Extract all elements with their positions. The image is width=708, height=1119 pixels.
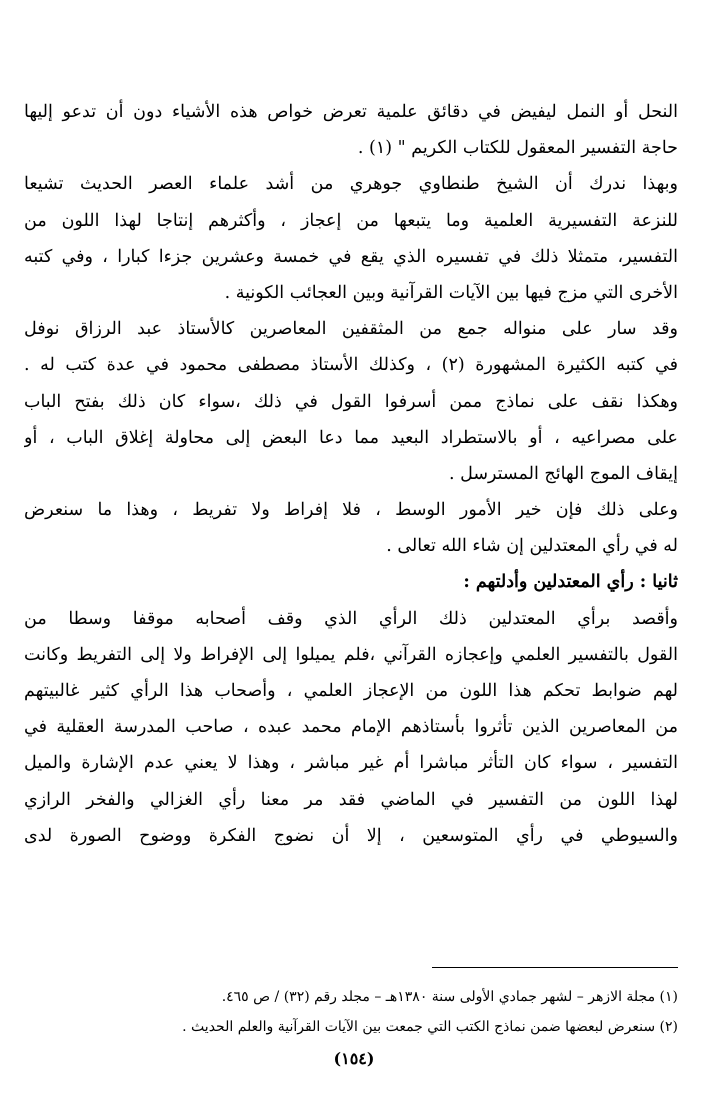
text-line: لهم ضوابط تحكم هذا اللون من الإعجاز العلمي ، وأصحاب هذا الرأي كثير غالبيتهم <box>24 681 678 701</box>
text-line: لهذا اللون من التفسير في الماضي فقد مر معنا رأي الغزالي والفخر الرازي <box>24 789 678 810</box>
text-line: حاجة التفسير المعقول للكتاب الكريم " (١) . <box>357 138 678 159</box>
text-line: وعلى ذلك فإن خير الأمور الوسط ، فلا إفراط ولا تفريط ، وهذا ما سنعرض <box>24 500 678 521</box>
text-line: والسيوطي في رأي المتوسعين ، إلا أن نضوج الفكرة ووضوح الصورة لدى <box>24 825 678 846</box>
footnotes <box>24 982 678 1042</box>
text-line: من المعاصرين الذين تأثروا بأستاذهم الإمام محمد عبده ، صاحب المدرسة العقلية في <box>24 717 678 738</box>
text-line: القول بالتفسير العلمي وإعجازه القرآني ،فلم يميلوا إلى الإفراط ولا إلى التفريط وكانت <box>24 644 678 665</box>
text-line: التفسير، متمثلا ذلك في تفسيره الذي يقع في خمسة وعشرين جزءا كبارا ، وفي كتبه <box>24 246 678 267</box>
section-heading: ثانيا : رأي المعتدلين وأدلتهم : <box>463 572 678 593</box>
text-line: له في رأي المعتدلين إن شاء الله تعالى . <box>386 536 678 557</box>
page-number: (١٥٤) <box>333 1049 375 1068</box>
text-line: للنزعة التفسيرية العلمية وما يتبعها من إعجاز ، وأكثرهم إنتاجا لهذا اللون من <box>24 210 678 231</box>
text-line: التفسير ، سواء كان التأثر مباشرا أم غير مباشر ، وهذا لا يعني عدم الإشارة والميل <box>24 753 678 774</box>
text-line: الأخرى التي مزج فيها بين الآيات القرآنية وبين العجائب الكونية . <box>224 282 678 303</box>
text-line: وهكذا نقف على نماذج ممن أسرفوا القول في ذلك ،سواء كان ذلك بفتح الباب <box>24 391 678 412</box>
text-line: وبهذا ندرك أن الشيخ طنطاوي جوهري من أشد علماء العصر الحديث تشيعا <box>24 174 678 195</box>
footnote: (٢) سنعرض لبعضها ضمن نماذج الكتب التي جمعت بين الآيات القرآنية والعلم الحديث . <box>182 1019 678 1035</box>
text-line: النحل أو النمل ليفيض في دقائق علمية تعرض خواص هذه الأشياء دون أن تدعو إليها <box>24 102 678 122</box>
text-line: وقد سار على منواله جمع من المثقفين المعاصرين كالأستاذ عبد الرزاق نوفل <box>24 319 678 340</box>
footnote: (١) مجلة الازهر – لشهر جمادي الأولى سنة ١٣٨٠هـ – مجلد رقم (٣٢) / ص ٤٦٥. <box>221 989 678 1005</box>
text-line: إيقاف الموج الهائج المسترسل . <box>448 463 678 484</box>
text-line: على مصراعيه ، أو بالاستطراد البعيد مما دعا البعض إلى محاولة إغلاق الباب ، أو <box>24 427 678 448</box>
main-text <box>24 94 678 854</box>
text-line: في كتبه الكثيرة المشهورة (٢) ، وكذلك الأستاذ مصطفى محمود في عدة كتب له . <box>24 355 678 376</box>
footnote-separator <box>432 967 678 968</box>
text-line: وأقصد برأي المعتدلين ذلك الرأي الذي وقف أصحابه موقفا وسطا من <box>24 608 678 629</box>
